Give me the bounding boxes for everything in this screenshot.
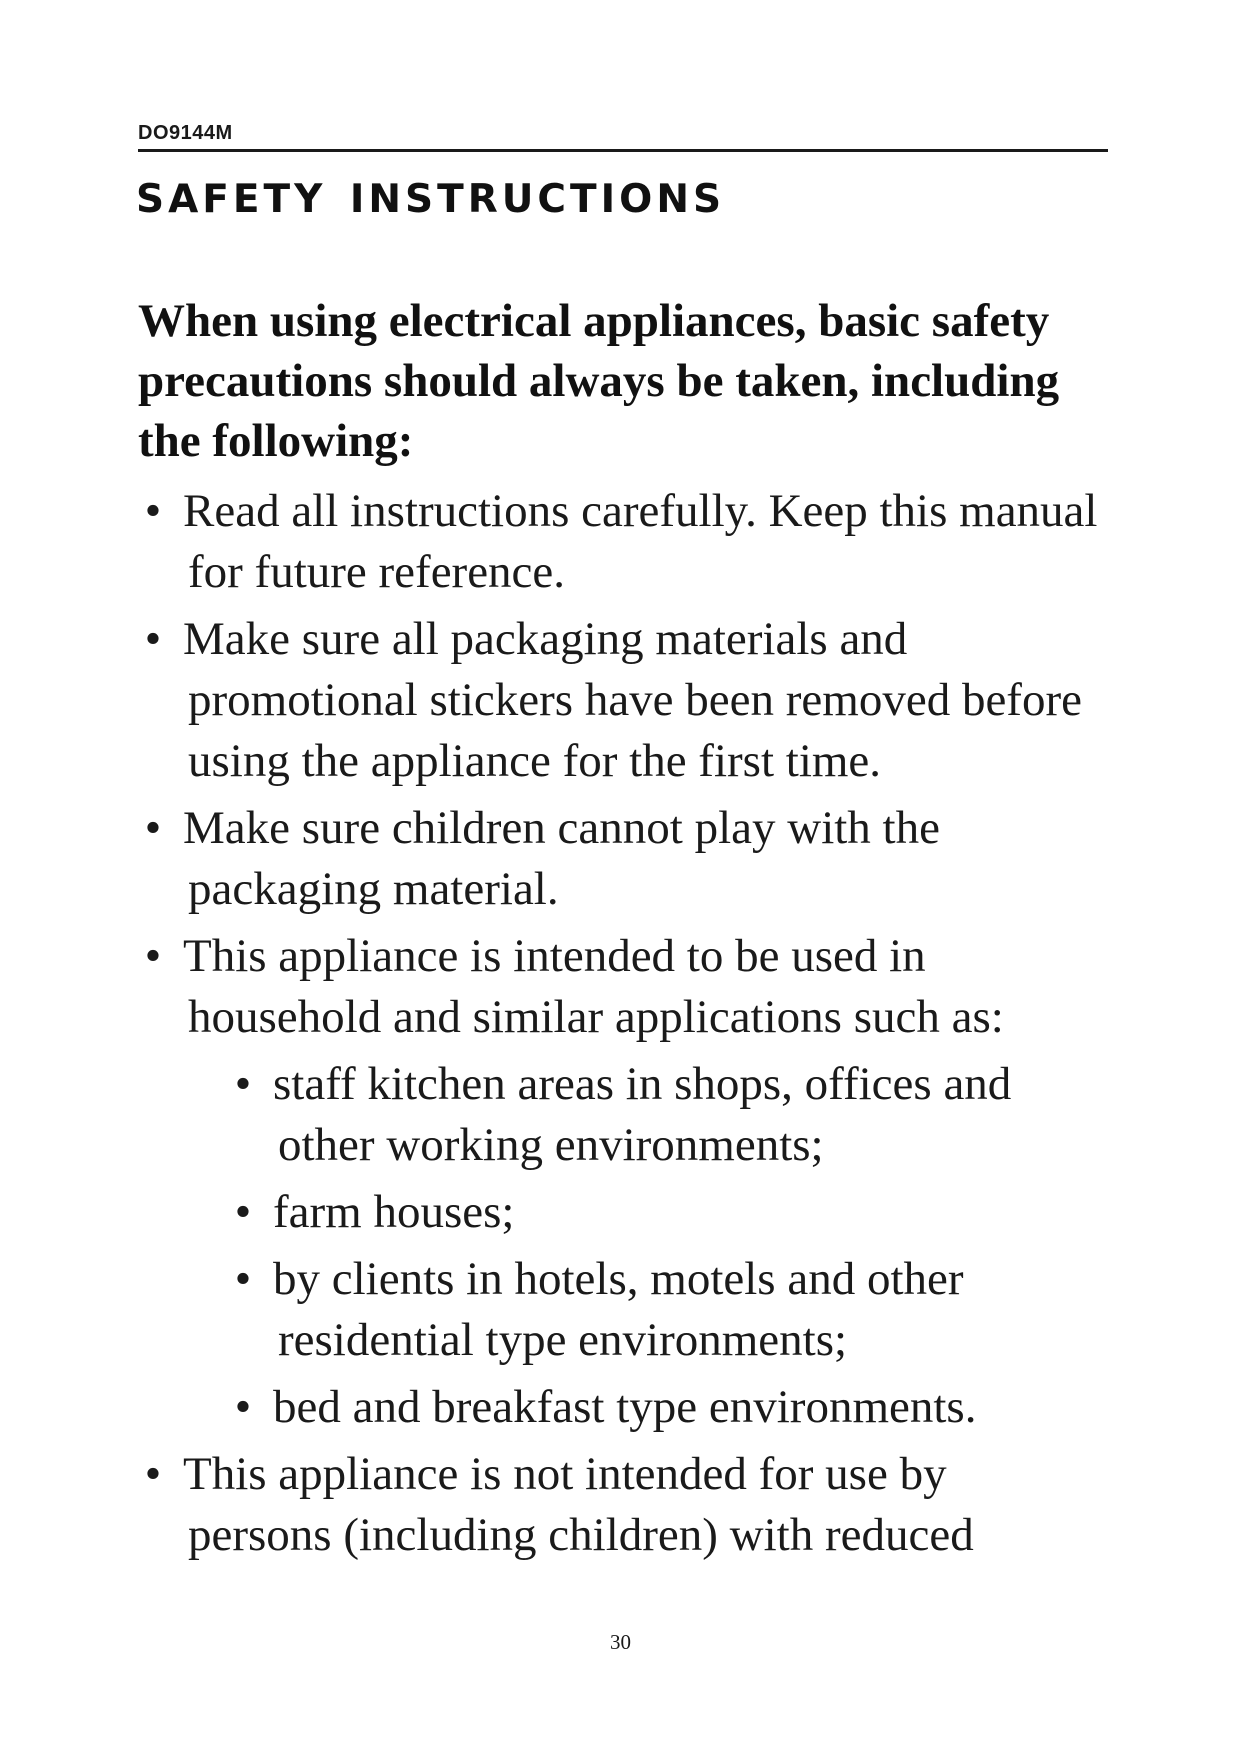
bullet-icon: • <box>144 930 162 982</box>
sublist-item-text: by clients in hotels, motels and other residential type environments; <box>273 1253 964 1366</box>
bullet-icon: • <box>234 1186 252 1238</box>
sublist-container <box>138 1054 1098 1438</box>
sublist-item-text: farm houses; <box>273 1186 515 1238</box>
bullet-icon: • <box>144 613 162 665</box>
page-number: 30 <box>610 1630 631 1654</box>
list-item <box>138 609 1098 792</box>
page-title: safety instructions <box>136 161 726 226</box>
sublist-item <box>228 1377 1098 1438</box>
sublist-item <box>228 1249 1098 1371</box>
list-item-text: Read all instructions carefully. Keep this manual for future reference. <box>183 485 1098 598</box>
sublist-item-text: staff kitchen areas in shops, offices and other working environments; <box>273 1058 1012 1171</box>
sublist-item-text: bed and breakfast type environments. <box>273 1381 977 1433</box>
bullet-icon: • <box>144 802 162 854</box>
bullet-icon: • <box>144 485 162 537</box>
intro-paragraph: When using electrical appliances, basic safety precautions should always be taken, including the following: <box>138 295 1060 467</box>
bullet-icon: • <box>234 1058 252 1110</box>
model-number: DO9144M <box>138 122 233 144</box>
sublist-item <box>228 1182 1098 1243</box>
bullet-icon: • <box>234 1253 252 1305</box>
sublist-item <box>228 1054 1098 1176</box>
list-item <box>138 798 1098 920</box>
usage-sublist <box>138 1054 1098 1438</box>
list-item-text: Make sure all packaging materials and promotional stickers have been removed before using the appliance for the first time. <box>183 613 1082 787</box>
header-rule <box>138 149 1108 152</box>
list-item-text: Make sure children cannot play with the packaging material. <box>183 802 940 915</box>
list-item-text: This appliance is intended to be used in household and similar applications such as: <box>183 930 1004 1043</box>
list-item <box>138 926 1098 1048</box>
bullet-icon: • <box>234 1381 252 1433</box>
list-item <box>138 481 1098 603</box>
bullet-icon: • <box>144 1448 162 1500</box>
list-item-text: This appliance is not intended for use by persons (including children) with reduced <box>183 1448 974 1561</box>
safety-list <box>138 481 1098 1572</box>
list-item <box>138 1444 1098 1566</box>
